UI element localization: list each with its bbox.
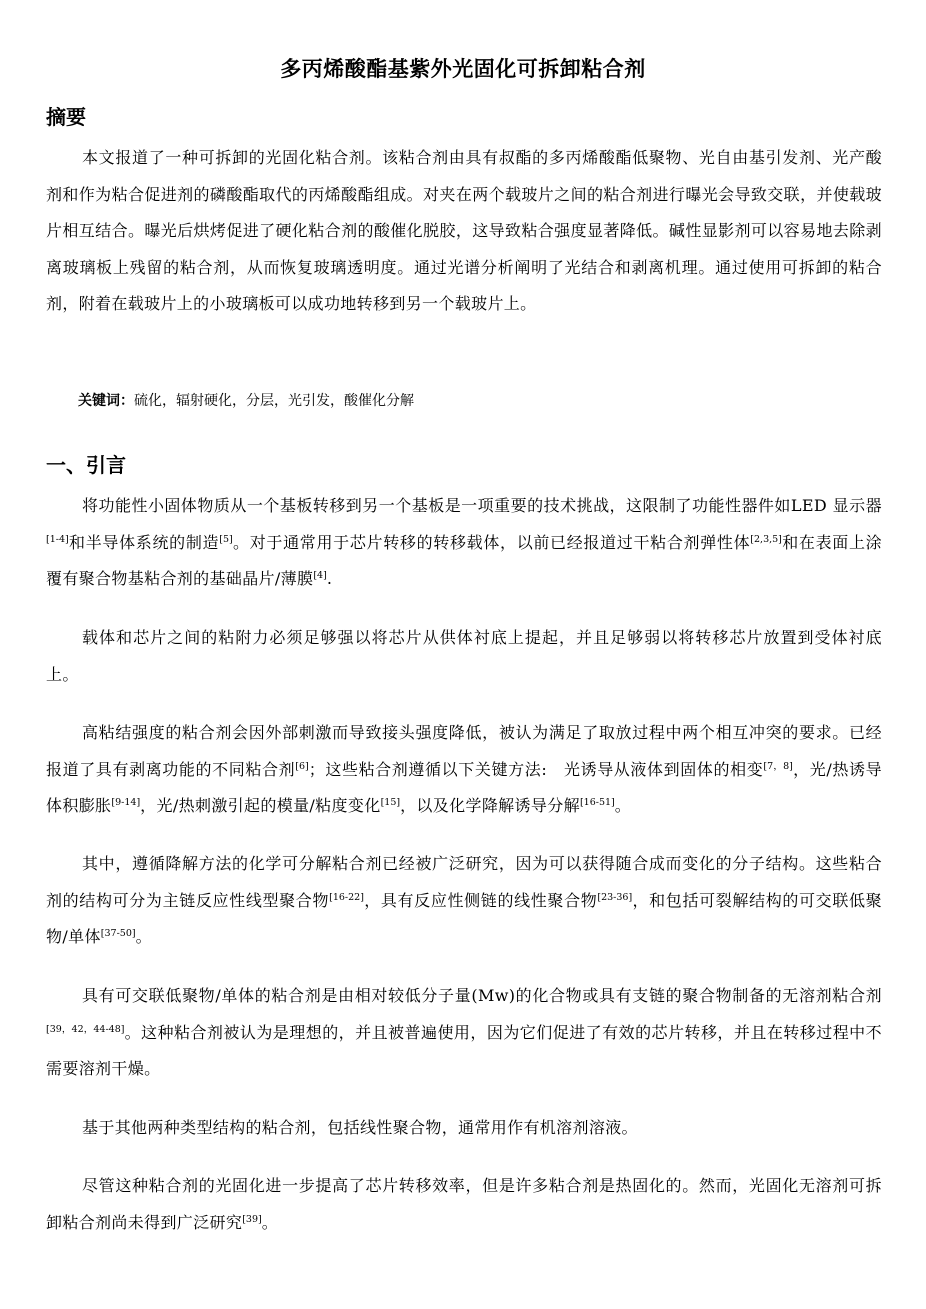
citation: [15] [380, 797, 401, 809]
intro-paragraph-5: 具有可交联低聚物/单体的粘合剂是由相对较低分子量(Mw)的化合物或具有支链的聚合物制备的无溶剂粘合剂[39，42，44-48]。这种粘合剂被认为是理想的，并且被普遍使用，因为它们促进了有效的芯片转移，并且在转移过程中不需要溶剂干燥。 [46, 986, 882, 1079]
citation: [1-4] [46, 533, 69, 545]
citation: [23-36] [597, 891, 633, 903]
citation: [39，42，44-48] [46, 1023, 125, 1035]
intro-paragraph-4: 其中，遵循降解方法的化学可分解粘合剂已经被广泛研究，因为可以获得随合成而变化的分子结构。这些粘合剂的结构可分为主链反应性线型聚合物[16-22]，具有反应性侧链的线性聚合物[23-36]，和包括可裂解结构的可交联低聚物/单体[37-50]。 [46, 854, 882, 947]
citation: [39] [242, 1213, 262, 1225]
intro-paragraph-7: 尽管这种粘合剂的光固化进一步提高了芯片转移效率，但是许多粘合剂是热固化的。然而，光固化无溶剂可拆卸粘合剂尚未得到广泛研究[39]。 [46, 1176, 882, 1232]
citation: [16-51] [579, 797, 615, 809]
citation: [9-14] [111, 797, 141, 809]
citation: [6] [295, 760, 309, 772]
citation: [5] [219, 533, 233, 545]
intro-paragraph-2: 载体和芯片之间的粘附力必须足够强以将芯片从供体衬底上提起，并且足够弱以将转移芯片放置到受体衬底上。 [46, 628, 882, 684]
intro-paragraph-3: 高粘结强度的粘合剂会因外部刺激而导致接头强度降低，被认为满足了取放过程中两个相互冲突的要求。已经报道了具有剥离功能的不同粘合剂[6]；这些粘合剂遵循以下关键方法: 光诱导从液体到固体的相变[7，8]，光/热诱导体积膨胀[9-14]，光/热刺激引起的模量/粘度变化[15]，以及化学降解诱导分解[16-51]。 [46, 723, 882, 816]
citation: [16-22] [329, 891, 364, 903]
keywords-text: 硫化，辐射硬化，分层，光引发，酸催化分解 [134, 393, 414, 409]
intro-paragraph-1: 将功能性小固体物质从一个基板转移到另一个基板是一项重要的技术挑战，这限制了功能性器件如LED 显示器[1-4]和半导体系统的制造[5]。对于通常用于芯片转移的转移载体，以前已经报道过干粘合剂弹性体[2,3,5]和在表面上涂覆有聚合物基粘合剂的基础晶片/薄膜[4]. [46, 496, 883, 589]
citation: [4] [313, 570, 327, 582]
citation: [2,3,5] [750, 533, 782, 545]
document-title: 多丙烯酸酯基紫外光固化可拆卸粘合剂 [280, 57, 646, 81]
intro-paragraph-6: 基于其他两种类型结构的粘合剂，包括线性聚合物，通常用作有机溶剂溶液。 [82, 1118, 638, 1137]
abstract-heading: 摘要 [46, 105, 86, 129]
abstract-paragraph: 本文报道了一种可拆卸的光固化粘合剂。该粘合剂由具有叔酯的多丙烯酸酯低聚物、光自由基引发剂、光产酸剂和作为粘合促进剂的磷酸酯取代的丙烯酸酯组成。对夹在两个载玻片之间的粘合剂进行曝光会导致交联，并使载玻片相互结合。曝光后烘烤促进了硬化粘合剂的酸催化脱胶，这导致粘合强度显著降低。碱性显影剂可以容易地去除剥离玻璃板上残留的粘合剂，从而恢复玻璃透明度。通过光谱分析阐明了光结合和剥离机理。通过使用可拆卸的粘合剂，附着在载玻片上的小玻璃板可以成功地转移到另一个载玻片上。 [46, 148, 882, 314]
citation: [7，8] [763, 760, 793, 772]
keywords-line [78, 388, 414, 414]
keywords-label: 关键词： [78, 393, 134, 409]
citation: [37-50] [100, 928, 136, 940]
intro-heading: 一、引言 [46, 453, 126, 477]
